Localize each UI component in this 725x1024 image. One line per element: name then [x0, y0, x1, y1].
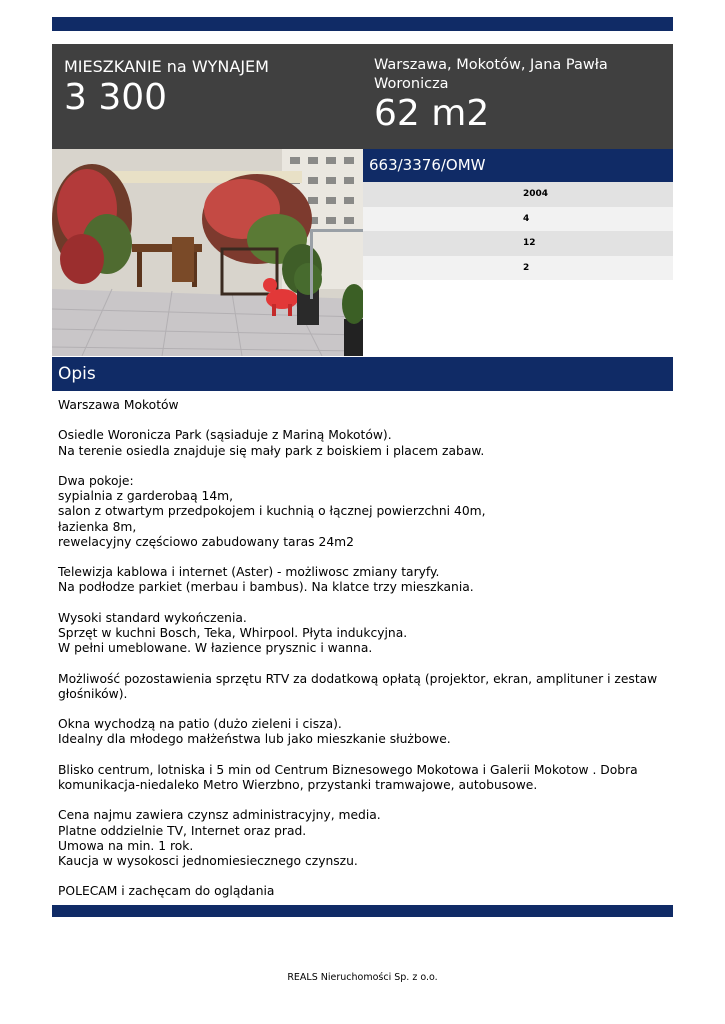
detail-row-floor — [363, 231, 673, 256]
area: 62 m2 — [374, 93, 490, 134]
description-paragraph — [58, 565, 668, 595]
property-photo — [52, 149, 363, 356]
description-line: komunikacja-niedaleko Metro Wierzbno, przystanki tramwajowe, autobusowe. — [58, 777, 538, 792]
description-line: głośników). — [58, 686, 128, 701]
reference-number: 663/3376/OMW — [369, 156, 486, 174]
address: Warszawa, Mokotów, Jana Pawła Woronicza — [374, 57, 608, 92]
description-line: Kaucja w wysokosci jednomiesiecznego czynszu. — [58, 853, 358, 868]
description-line: Platne oddzielnie TV, Internet oraz prad. — [58, 823, 307, 838]
description-paragraph — [58, 428, 668, 458]
description-body — [58, 398, 668, 915]
description-paragraph — [58, 884, 668, 899]
listing-header — [52, 44, 673, 149]
description-line: rewelacyjny częściowo zabudowany taras 24m2 — [58, 534, 354, 549]
description-line: Na terenie osiedla znajduje się mały park z boiskiem i placem zabaw. — [58, 443, 485, 458]
bottom-decorative-bar — [52, 905, 673, 917]
detail-row-floors — [363, 207, 673, 232]
description-header — [52, 357, 673, 391]
description-paragraph — [58, 611, 668, 657]
description-line: Sprzęt w kuchni Bosch, Teka, Whirpool. Płyta indukcyjna. — [58, 625, 408, 640]
detail-row-rooms — [363, 256, 673, 281]
price: 3 300 — [64, 77, 168, 118]
detail-value: 12 — [523, 238, 536, 248]
description-line: Idealny dla młodego małżeństwa lub jako mieszkanie służbowe. — [58, 732, 451, 747]
description-line: Możliwość pozostawienia sprzętu RTV za dodatkową opłatą (projektor, ekran, amplituner i zestaw — [58, 671, 658, 686]
description-paragraph — [58, 398, 668, 413]
description-line: salon z otwartym przedpokojem i kuchnią o łącznej powierzchni 40m, — [58, 504, 486, 519]
description-title: Opis — [58, 364, 96, 384]
description-paragraph — [58, 763, 668, 793]
top-decorative-bar — [52, 17, 673, 31]
description-line: Cena najmu zawiera czynsz administracyjny, media. — [58, 808, 381, 823]
description-line: sypialnia z garderobaą 14m, — [58, 489, 234, 504]
description-paragraph — [58, 808, 668, 869]
description-line: Warszawa Mokotów — [58, 398, 179, 412]
description-line: Dwa pokoje: — [58, 473, 134, 488]
detail-row-year — [363, 182, 673, 207]
description-paragraph — [58, 474, 668, 550]
description-line: W pełni umeblowane. W łazience prysznic i wanna. — [58, 641, 373, 656]
description-line: POLECAM i zachęcam do oglądania — [58, 884, 275, 899]
description-line: Na podłodze parkiet (merbau i bambus). Na klatce trzy mieszkania. — [58, 580, 474, 595]
offer-type: MIESZKANIE na WYNAJEM — [64, 57, 269, 76]
description-line: Telewizja kablowa i internet (Aster) - możliwosc zmiany taryfy. — [58, 565, 440, 580]
description-line: Okna wychodzą na patio (dużo zieleni i cisza). — [58, 717, 342, 732]
description-line: Osiedle Woronicza Park (sąsiaduje z Mariną Mokotów). — [58, 428, 392, 443]
footer-company: REALS Nieruchomości Sp. z o.o. — [287, 972, 438, 983]
description-line: łazienka 8m, — [58, 519, 137, 534]
description-paragraph — [58, 672, 668, 702]
description-line: Blisko centrum, lotniska i 5 min od Centrum Biznesowego Mokotowa i Galerii Mokotow . Dobra — [58, 762, 638, 777]
reference-bar — [363, 149, 673, 182]
details-table — [363, 182, 673, 280]
detail-value: 2004 — [523, 189, 549, 199]
description-line: Umowa na min. 1 rok. — [58, 838, 194, 853]
detail-value: 2 — [523, 262, 530, 273]
description-paragraph — [58, 717, 668, 747]
detail-value: 4 — [523, 213, 530, 224]
description-line: Wysoki standard wykończenia. — [58, 610, 247, 625]
